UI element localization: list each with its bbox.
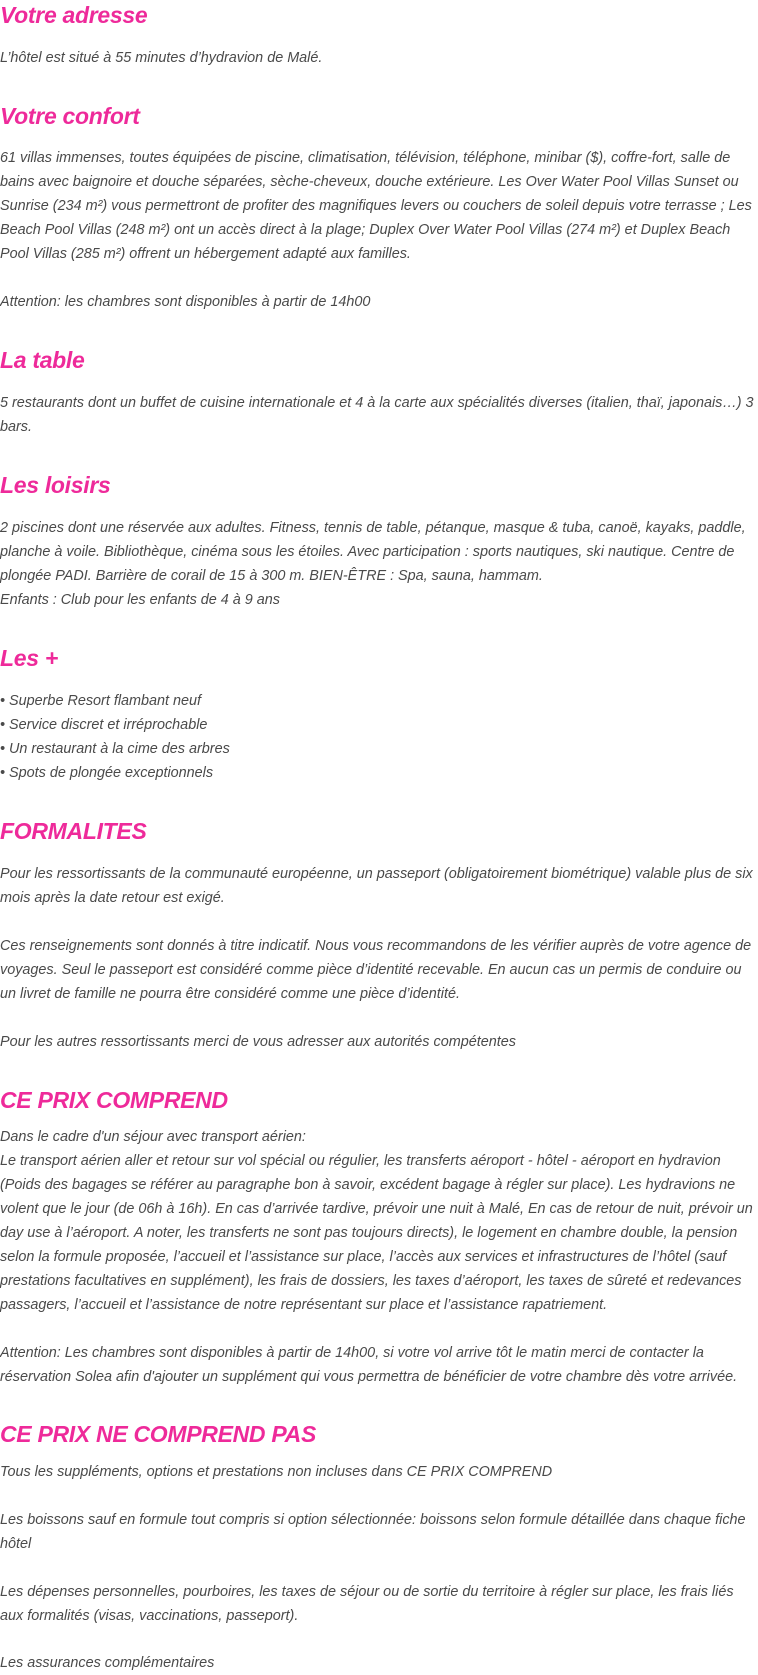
section-title-loisirs: Les loisirs: [0, 472, 111, 498]
list-item: • Un restaurant à la cime des arbres: [0, 741, 230, 757]
ne-comprend-text-3: Les dépenses personnelles, pourboires, les taxes de séjour ou de sortie du territoire à régler sur place, les frais liés aux formalités (visas, vaccinations, passeport).: [0, 1584, 734, 1624]
loisirs-text: 2 piscines dont une réservée aux adultes. Fitness, tennis de table, pétanque, masque & tuba, canoë, kayaks, paddle, planche à voile. Bibliothèque, cinéma sous les étoiles. Avec participation : sports nautiques, ski nautique. Centre de plongée PADI. Barrière de corail de 15 à 300 m. BIEN-ÊTRE : Spa, sauna, hammam. Enfants : Club pour les enfants de 4 à 9 ans: [0, 520, 746, 608]
list-item: • Service discret et irréprochable: [0, 717, 208, 733]
formalites-text-3: Pour les autres ressortissants merci de vous adresser aux autorités compétentes: [0, 1034, 516, 1050]
formalites-text-1: Pour les ressortissants de la communauté européenne, un passeport (obligatoirement biométrique) valable plus de six mois après la date retour est exigé.: [0, 866, 753, 906]
comprend-text: Dans le cadre d'un séjour avec transport aérien: Le transport aérien aller et retour sur vol spécial ou régulier, les transferts aéroport - hôtel - aéroport en hydravion (Poids des bagages se référer au paragraphe bon à savoir, excédent bagage à régler sur place). Les hydravions ne volent que le jour (de 06h à 16h). En cas d’arrivée tardive, prévoir une nuit à Malé, En cas de retour de nuit, prévoir un day use à l’aéroport. A noter, les transferts ne sont pas toujours directs), le logement en chambre double, la pension selon la formule proposée, l’accueil et l’assistance sur place, l’accès aux services et infrastructures de l’hôtel (sauf prestations facultatives en supplément), les frais de dossiers, les taxes d’aéroport, les taxes de sûreté et redevances passagers, l’accueil et l’assistance de notre représentant sur place et l’assistance rapatriement.: [0, 1129, 753, 1313]
ne-comprend-text-4: Les assurances complémentaires: [0, 1655, 215, 1671]
list-item: • Spots de plongée exceptionnels: [0, 765, 214, 781]
section-title-adresse: Votre adresse: [0, 2, 148, 28]
table-text: 5 restaurants dont un buffet de cuisine internationale et 4 à la carte aux spécialités diverses (italien, thaï, japonais…) 3 bars.: [0, 395, 754, 435]
section-title-confort: Votre confort: [0, 103, 140, 129]
section-title-ne-comprend: CE PRIX NE COMPREND PAS: [0, 1421, 316, 1447]
formalites-text-2: Ces renseignements sont donnés à titre indicatif. Nous vous recommandons de les vérifier auprès de votre agence de voyages. Seul le passeport est considéré comme pièce d’identité recevable. En aucun cas un permis de conduire ou un livret de famille ne pourra être considéré comme une pièce d’identité.: [0, 938, 752, 1002]
ne-comprend-text-2: Les boissons sauf en formule tout compris si option sélectionnée: boissons selon formule détaillée dans chaque fiche hôtel: [0, 1512, 746, 1552]
plus-list: [0, 689, 758, 785]
confort-text: 61 villas immenses, toutes équipées de piscine, climatisation, télévision, téléphone, minibar ($), coffre-fort, salle de bains avec baignoire et douche séparées, sèche-cheveux, douche extérieure. Les Over Water Pool Villas Sunset ou Sunrise (234 m²) vous permettront de profiter des magnifiques levers ou couchers de soleil depuis votre terrasse ; Les Beach Pool Villas (248 m²) ont un accès direct à la plage; Duplex Over Water Pool Villas (274 m²) et Duplex Beach Pool Villas (285 m²) offrent un hébergement adapté aux familles.: [0, 150, 752, 262]
section-title-plus: Les +: [0, 645, 58, 671]
confort-note: Attention: les chambres sont disponibles à partir de 14h00: [0, 294, 371, 310]
section-title-table: La table: [0, 347, 85, 373]
comprend-note: Attention: Les chambres sont disponibles à partir de 14h00, si votre vol arrive tôt le matin merci de contacter la réservation Solea afin d'ajouter un supplément qui vous permettra de bénéficier de votre chambre dès votre arrivée.: [0, 1345, 738, 1385]
adresse-text: L’hôtel est situé à 55 minutes d’hydravion de Malé.: [0, 50, 323, 66]
ne-comprend-text-1: Tous les suppléments, options et prestations non incluses dans CE PRIX COMPREND: [0, 1464, 553, 1480]
section-title-comprend: CE PRIX COMPREND: [0, 1087, 228, 1113]
list-item: • Superbe Resort flambant neuf: [0, 693, 202, 709]
section-title-formalites: FORMALITES: [0, 818, 147, 844]
